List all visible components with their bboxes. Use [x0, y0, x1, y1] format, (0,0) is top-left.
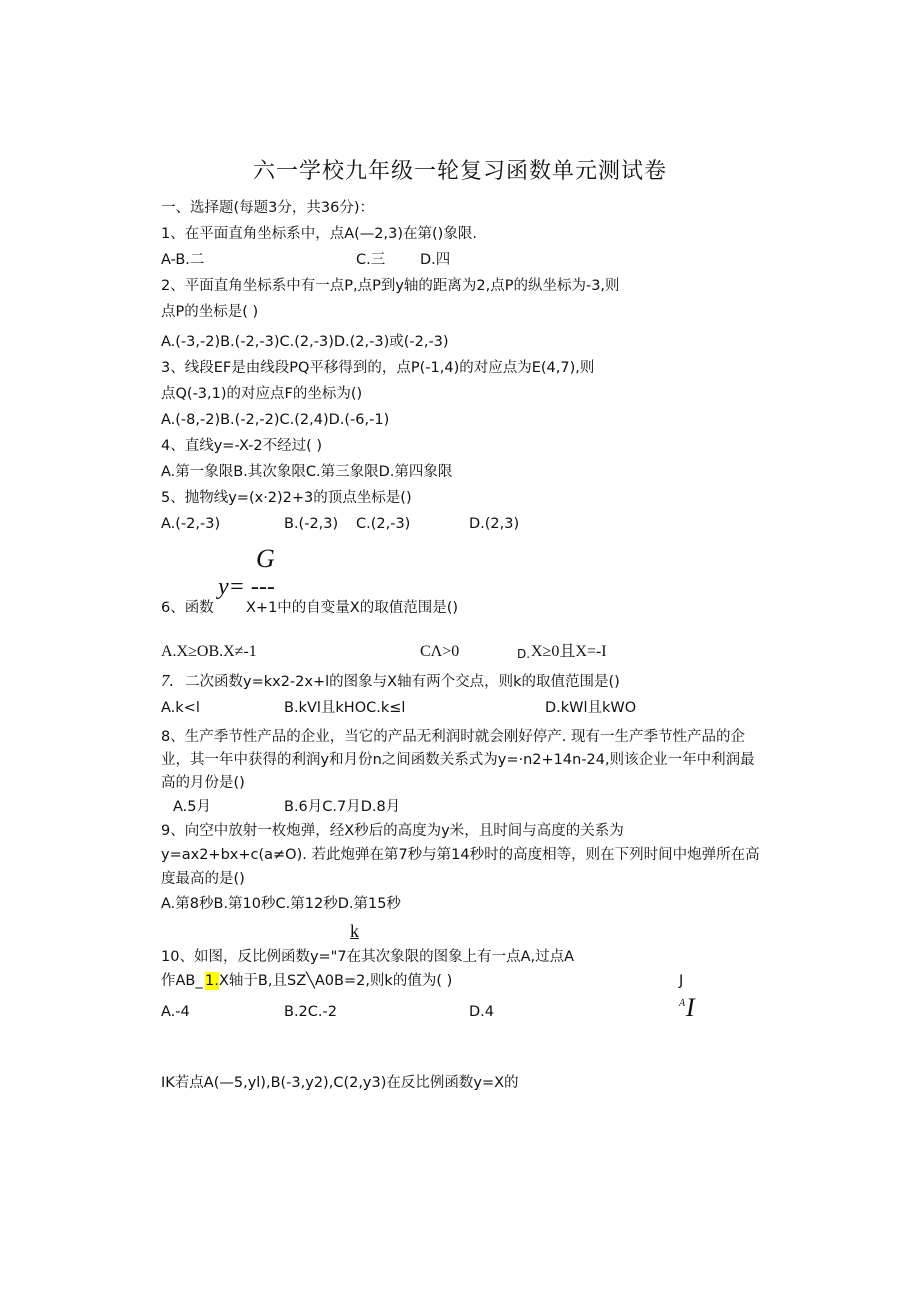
- question-3-options: A.(-8,-2)B.(-2,-2)C.(2,4)D.(-6,-1): [161, 412, 390, 428]
- question-10-line-2-prefix: 作AB_: [161, 973, 203, 989]
- question-8-option-a: A.5月: [173, 799, 211, 815]
- question-2-line-1: 2、平面直角坐标系中有一点P,点P到y轴的距离为2,点P的纵坐标为-3,则: [161, 278, 620, 294]
- question-7-option-d: D.kWl且kWO: [545, 700, 637, 716]
- question-1-stem: 1、在平面直角坐标系中，点A(—2,3)在第()象限.: [161, 226, 477, 242]
- question-5-stem: 5、抛物线y=(x·2)2+3的顶点坐标是(): [161, 490, 412, 506]
- figure-label-j: J: [679, 973, 684, 989]
- figure-label-i: I: [686, 993, 695, 1022]
- question-6-option-ab: A.X≥OB.X≠-1: [161, 643, 257, 660]
- question-10-option-a: A.-4: [161, 1004, 190, 1020]
- question-8-line-1: 8、生产季节性产品的企业，当它的产品无利润时就会刚好停产. 现有一生产季节性产品的企: [161, 729, 745, 745]
- question-6-option-d-label: D.: [517, 647, 531, 661]
- question-4-options: A.第一象限B.其次象限C.第三象限D.第四象限: [161, 464, 453, 480]
- question-6-option-d: X≥0且X=-I: [531, 643, 607, 660]
- question-5-option-a: A.(-2,-3): [161, 516, 221, 532]
- question-6-formula: y= ---: [218, 574, 275, 600]
- question-3-line-2: 点Q(-3,1)的对应点F的坐标为(): [161, 386, 363, 402]
- section-heading: 一、选择题(每题3分，共36分)：: [161, 200, 374, 216]
- question-7-stem: 二次函数y=kx2-2x+l的图象与X轴有两个交点，则k的取值范围是(): [185, 674, 620, 690]
- question-10-fraction-k: k: [350, 921, 359, 941]
- question-1-option-c: C.三: [356, 252, 386, 268]
- question-2-line-2: 点P的坐标是( ): [161, 304, 259, 320]
- question-6-formula-numerator: G: [256, 544, 275, 573]
- question-5-option-c: C.(2,-3): [356, 516, 411, 532]
- question-8-line-3: 高的月份是(): [161, 775, 245, 791]
- question-10-option-bc: B.2C.-2: [284, 1004, 337, 1020]
- question-8-option-bcd: B.6月C.7月D.8月: [284, 799, 401, 815]
- question-10-highlight: 1.: [205, 973, 219, 989]
- question-1-option-a: A-B.二: [161, 252, 205, 268]
- question-9-line-2: y=ax2+bx+c(a≠O). 若此炮弹在第7秒与第14秒时的高度相等，则在下列时间中炮弹所在高: [161, 847, 760, 863]
- question-9-line-3: 度最高的是(): [161, 871, 245, 887]
- question-6-stem-prefix: 6、函数: [161, 600, 214, 616]
- question-5-option-d: D.(2,3): [469, 516, 520, 532]
- question-1-option-d: D.四: [420, 252, 451, 268]
- figure-label-a: A: [679, 998, 686, 1009]
- question-6-option-c: CΛ>0: [420, 643, 460, 660]
- question-3-line-1: 3、线段EF是由线段PQ平移得到的，点P(-1,4)的对应点为E(4,7),则: [161, 360, 595, 376]
- question-6-stem: X+1中的自变量X的取值范围是(): [246, 600, 459, 616]
- question-7-option-a: A.k<l: [161, 700, 200, 716]
- question-10-line-2: X轴于B,且SZ╲A0B=2,则k的值为( ): [219, 973, 453, 989]
- question-10-line-1: 10、如图，反比例函数y="7在其次象限的图象上有一点A,过点A: [161, 949, 575, 965]
- question-8-line-2: 业，其一年中获得的利润y和月份n之间函数关系式为y=·n2+14n-24,则该企业一年中利润最: [161, 752, 755, 768]
- question-7-number: 7.: [161, 671, 174, 690]
- question-5-option-b: B.(-2,3): [284, 516, 339, 532]
- question-11-stem: IK若点A(—5,yl),B(-3,y2),C(2,y3)在反比例函数y=X的: [161, 1075, 519, 1091]
- question-9-options: A.第8秒B.第10秒C.第12秒D.第15秒: [161, 896, 401, 912]
- page-title: 六一学校九年级一轮复习函数单元测试卷: [252, 159, 667, 184]
- question-4-stem: 4、直线y=-X-2不经过( ): [161, 438, 323, 454]
- question-7-option-bc: B.kVl且kHOC.k≤l: [284, 700, 406, 716]
- question-10-option-d: D.4: [469, 1004, 494, 1020]
- question-9-line-1: 9、向空中放射一枚炮弹，经X秒后的高度为y米，且时间与高度的关系为: [161, 823, 624, 839]
- question-2-options: A.(-3,-2)B.(-2,-3)C.(2,-3)D.(2,-3)或(-2,-3): [161, 334, 449, 350]
